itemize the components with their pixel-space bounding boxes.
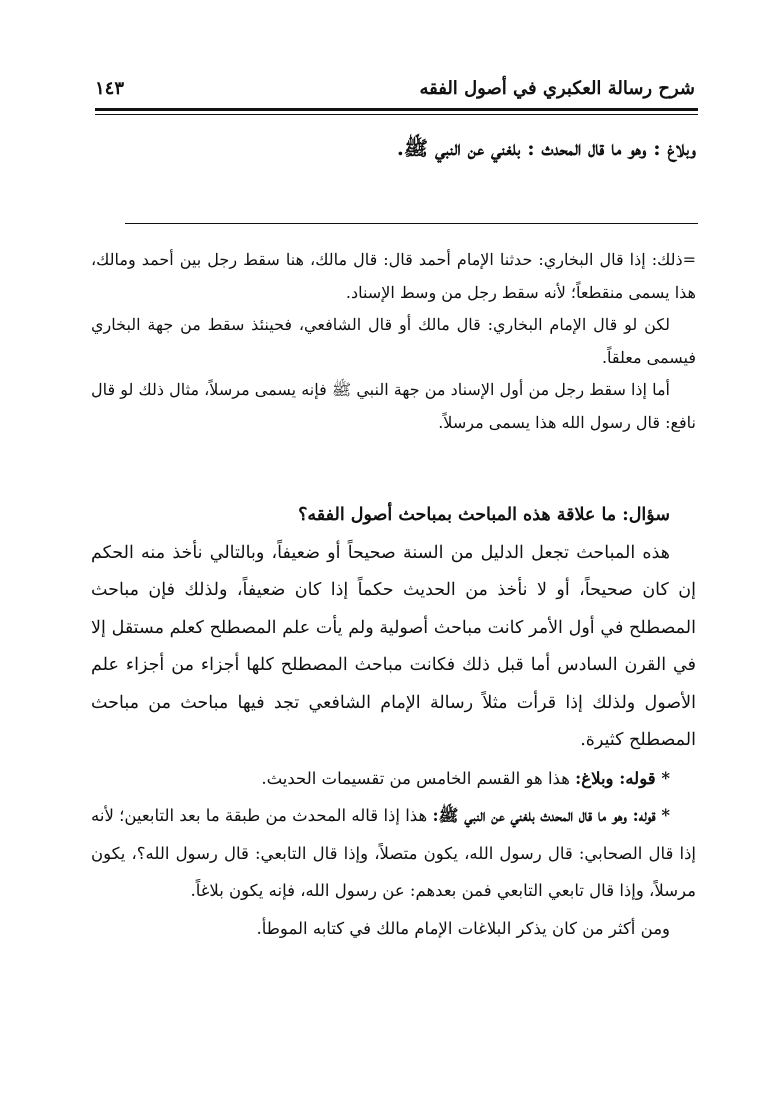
footnote-block: [91, 244, 696, 439]
note-1: [91, 760, 696, 798]
question-heading: سؤال: ما علاقة هذه المباحث بمباحث أصول الفقه؟: [298, 505, 670, 525]
header-rule-thick: [95, 108, 698, 111]
header-title: شرح رسالة العكبري في أصول الفقه: [419, 78, 695, 99]
header-rule-thin: [95, 114, 698, 115]
footnote-paragraph-2: لكن لو قال الإمام البخاري: قال مالك أو قال الشافعي، فحينئذ سقط من جهة البخاري فيسمى معلقاً.: [91, 315, 696, 367]
note-2-text: هذا إذا قاله المحدث من طبقة ما بعد التابعين؛ لأنه إذا قال الصحابي: قال رسول الله، يكون متصلاً، وإذا قال التابعي: قال رسول الله؟، يكون مرسلاً، وإذا قال تابعي التابعي فمن بعدهم: عن رسول الله، فإنه يكون بلاغاً.: [91, 806, 696, 900]
footnote-paragraph-1: =ذلك: إذا قال البخاري: حدثنا الإمام أحمد قال: قال مالك، هنا سقط رجل بين أحمد ومالك، هذا يسمى منقطعاً؛ لأنه سقط رجل من وسط الإسناد.: [91, 250, 696, 302]
answer-paragraph: هذه المباحث تجعل الدليل من السنة صحيحاً أو ضعيفاً، وبالتالي نأخذ منه الحكم إن كان صحيحاً، أو لا نأخذ من الحديث حكماً إذا كان ضعيفاً، ولذلك فإن مباحث المصطلح في أول الأمر كانت مباحث أصولية ولم يأت علم المصطلح كعلم مستقل إلا في القرن السادس أما قبل ذلك فكانت مباحث المصطلح كلها أجزاء من أجزاء علم الأصول ولذلك إذا قرأت مثلاً رسالة الإمام الشافعي تجد فيها مباحث من مباحث المصطلح كثيرة.: [91, 542, 696, 750]
footnote-paragraph-3: أما إذا سقط رجل من أول الإسناد من جهة النبي ﷺ فإنه يسمى مرسلاً، مثال ذلك لو قال نافع: قال رسول الله هذا يسمى مرسلاً.: [91, 380, 696, 432]
note-1-label: * قوله: وبلاغ:: [575, 768, 670, 788]
commentary-block: [91, 497, 696, 947]
main-text-top: وبلاغ : وهو ما قال المحدث : بلغني عن النبي ﷺ.: [396, 136, 696, 160]
closing-paragraph: ومن أكثر من كان يذكر البلاغات الإمام مالك في كتابه الموطأ.: [256, 918, 670, 938]
page-number: ١٤٣: [95, 78, 125, 99]
note-2-label: * قوله: وهو ما قال المحدث بلغني عن النبي ﷺ:: [432, 806, 670, 825]
footnote-separator: [125, 223, 698, 224]
note-1-text: هذا هو القسم الخامس من تقسيمات الحديث.: [261, 768, 570, 788]
note-2: [91, 797, 696, 910]
running-header: [95, 78, 695, 108]
